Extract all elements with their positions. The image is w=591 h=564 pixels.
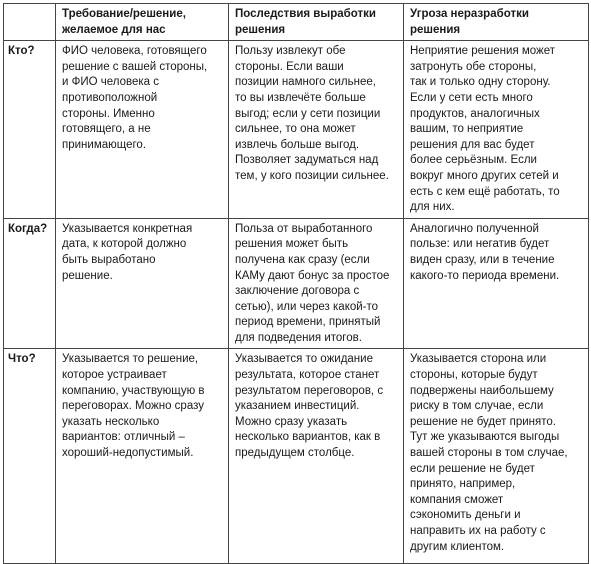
- table-row-who: [4, 41, 589, 219]
- cell-what-consequences: Указывается то ожидание результата, которое станет результатом переговоров, с указанием инвестиций. Можно сразу указать несколько вариантов, как в предыдущем столбце.: [229, 349, 404, 564]
- column-header-requirement: Требование/решение, желаемое для нас: [56, 4, 229, 41]
- corner-cell: [4, 4, 56, 41]
- table-row-what: [4, 349, 589, 564]
- decision-table: [3, 3, 589, 564]
- header-row: [4, 4, 589, 41]
- cell-when-consequences: Польза от выработанного решения может быть получена как сразу (если КАМу дают бонус за простое заключение договора с сетью), или через какой-то период времени, принятый для подведения итогов.: [229, 218, 404, 349]
- table-row-when: [4, 218, 589, 349]
- cell-when-threat: Аналогично полученной пользе: или негатив будет виден сразу, или в течение какого-то периода времени.: [404, 218, 589, 349]
- cell-who-threat: Неприятие решения может затронуть обе стороны, так и только одну сторону. Если у сети есть много продуктов, аналогичных вашим, то неприятие решения для вас будет более серьёзным. Если вокруг много других сетей и есть с кем ещё работать, то для них.: [404, 41, 589, 219]
- cell-what-requirement: Указывается то решение, которое устраивает компанию, участвующую в переговорах. Можно сразу указать несколько вариантов: отличный – хороший-недопустимый.: [56, 349, 229, 564]
- cell-who-consequences: Пользу извлекут обе стороны. Если ваши позиции намного сильнее, то вы извлечёте больше выгод; если у сети позиции сильнее, то она может извлечь больше выгод. Позволяет задуматься над тем, у кого позиции сильнее.: [229, 41, 404, 219]
- column-header-consequences: Последствия выработки решения: [229, 4, 404, 41]
- row-label-who: Кто?: [4, 41, 56, 219]
- cell-when-requirement: Указывается конкретная дата, к которой должно быть выработано решение.: [56, 218, 229, 349]
- cell-who-requirement: ФИО человека, готовящего решение с вашей стороны, и ФИО человека с противоположной стороны. Именно готовящего, а не принимающего.: [56, 41, 229, 219]
- row-label-what: Что?: [4, 349, 56, 564]
- cell-what-threat: Указывается сторона или стороны, которые будут подвержены наибольшему риску в том случае, если решение не будет принято. Тут же указываются выгоды вашей стороны в том случае, если решение не будет принято, например, компания сможет сэкономить деньги и направить их на работу с другим клиентом.: [404, 349, 589, 564]
- column-header-threat: Угроза неразработки решения: [404, 4, 589, 41]
- row-label-when: Когда?: [4, 218, 56, 349]
